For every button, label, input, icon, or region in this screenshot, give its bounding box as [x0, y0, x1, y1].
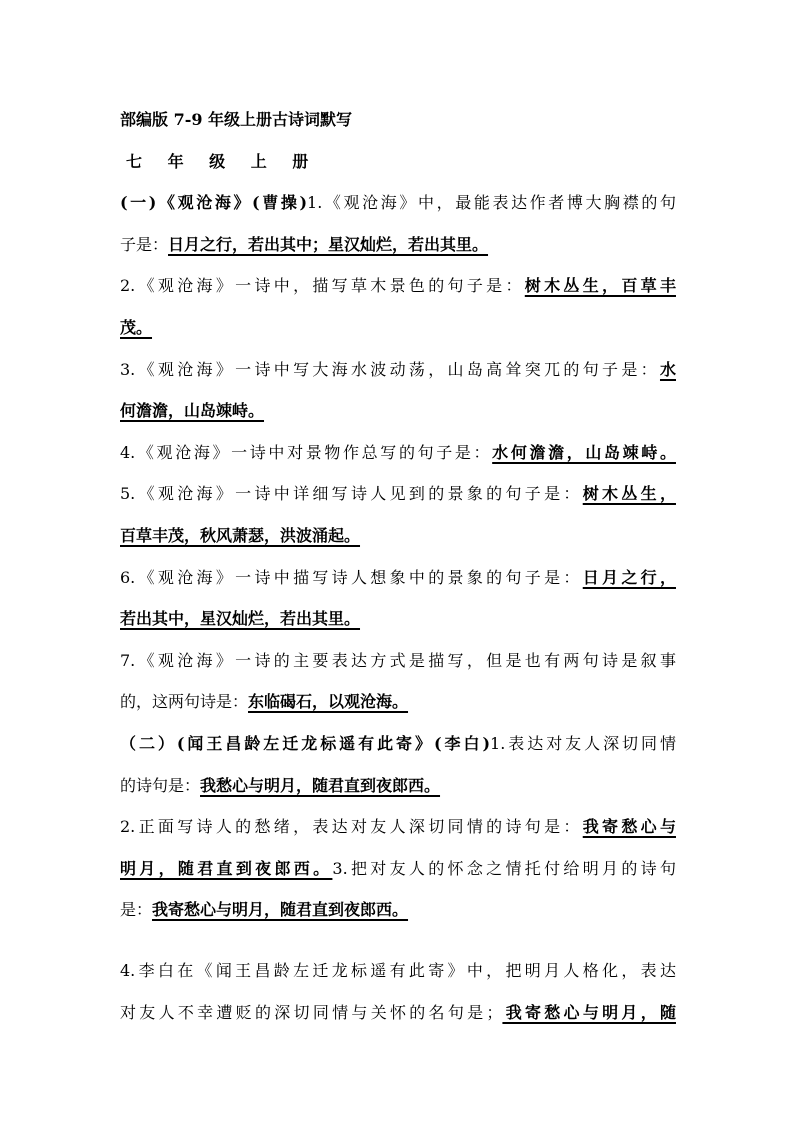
s1-q5-line2	[120, 526, 360, 546]
s1-a5-part1: 树木丛生，	[582, 484, 676, 503]
s1-q7-line2	[120, 692, 408, 712]
s1-q5-line1	[120, 484, 676, 504]
s1-q3-line1	[120, 360, 676, 380]
s1-q5-text: 5.《观沧海》一诗中详细写诗人见到的景象的句子是：	[120, 484, 583, 503]
document-title: 部编版 7-9 年级上册古诗词默写	[120, 110, 353, 129]
s2-q2-line2	[120, 859, 676, 879]
s1-a2-part1: 树木丛生，百草丰	[524, 276, 676, 295]
s2-q2-line1	[120, 817, 676, 837]
s2-heading: （二）(闻王昌龄左迁龙标遥有此寄》(李白)	[120, 734, 491, 753]
s1-a6-part1: 日月之行，	[582, 568, 676, 587]
s1-a3-part1: 水	[659, 360, 676, 379]
s2-q3-line2	[120, 900, 408, 920]
s1-q1-line2	[120, 235, 488, 255]
s2-a1: 我愁心与明月，随君直到夜郎西。	[200, 776, 441, 795]
s1-a1: 日月之行，若出其中；星汉灿烂，若出其里。	[168, 235, 489, 254]
s1-a4: 水何澹澹，山岛竦峙。	[492, 443, 676, 462]
s1-q6-line2	[120, 609, 360, 629]
s1-q1-line1	[120, 193, 676, 213]
s1-a2-part2: 茂。	[120, 318, 153, 337]
s1-q1-prefix: 子是：	[120, 235, 169, 254]
s1-q3-line2	[120, 401, 264, 421]
s2-q3-prefix: 是：	[120, 900, 153, 919]
s1-a5-part2: 百草丰茂，秋风萧瑟，洪波涌起。	[120, 526, 361, 545]
s1-q6-text: 6.《观沧海》一诗中描写诗人想象中的景象的句子是：	[120, 568, 583, 587]
s1-q2-text: 2.《观沧海》一诗中，描写草木景色的句子是：	[120, 276, 525, 295]
s1-q3-text: 3.《观沧海》一诗中写大海水波动荡，山岛高耸突兀的句子是：	[120, 360, 660, 379]
s1-q7-prefix: 的，这两句诗是：	[120, 692, 249, 711]
s1-q4-line1	[120, 443, 676, 463]
s2-q1-line1	[120, 734, 676, 754]
s2-q1-line2	[120, 776, 440, 796]
s1-q7-line1	[120, 651, 676, 671]
s2-q4-text2: 对友人不幸遭贬的深切同情与关怀的名句是；	[120, 1003, 503, 1022]
s2-q2-text: 2.正面写诗人的愁绪，表达对友人深切同情的诗句是：	[120, 817, 583, 836]
s1-q1-text: 1.《观沧海》中，最能表达作者博大胸襟的句	[307, 193, 676, 212]
s1-q4-text: 4.《观沧海》一诗中对景物作总写的句子是：	[120, 443, 493, 462]
s1-q2-line1	[120, 276, 676, 296]
s2-q1-prefix: 的诗句是：	[120, 776, 201, 795]
s2-q3-text: 3.把对友人的怀念之情托付给明月的诗句	[332, 859, 676, 878]
s1-q6-line1	[120, 568, 676, 588]
s2-a2-part1: 我寄愁心与	[582, 817, 676, 836]
s1-a7: 东临碣石，以观沧海。	[248, 692, 409, 711]
s2-a3: 我寄愁心与明月，随君直到夜郎西。	[152, 900, 409, 919]
s1-a6-part2: 若出其中，星汉灿烂，若出其里。	[120, 609, 361, 628]
s2-q4-line2	[120, 1003, 676, 1023]
s2-q4-text: 4.李白在《闻王昌龄左迁龙标遥有此寄》中，把明月人格化，表达	[120, 961, 676, 980]
s2-q4-line1	[120, 961, 676, 981]
s2-a4: 我寄愁心与明月，随	[502, 1003, 676, 1022]
s1-q7-text: 7.《观沧海》一诗的主要表达方式是描写，但是也有两句诗是叙事	[120, 651, 676, 670]
s1-heading: (一)《观沧海》(曹操)	[120, 193, 308, 212]
grade-heading: 七 年 级 上 册	[126, 152, 319, 171]
s1-a3-part2: 何澹澹，山岛竦峙。	[120, 401, 265, 420]
s2-q1-text: 1.表达对友人深切同情	[490, 734, 676, 753]
s2-a2-part2: 明月，随君直到夜郎西。	[120, 859, 333, 878]
s1-q2-line2	[120, 318, 152, 338]
